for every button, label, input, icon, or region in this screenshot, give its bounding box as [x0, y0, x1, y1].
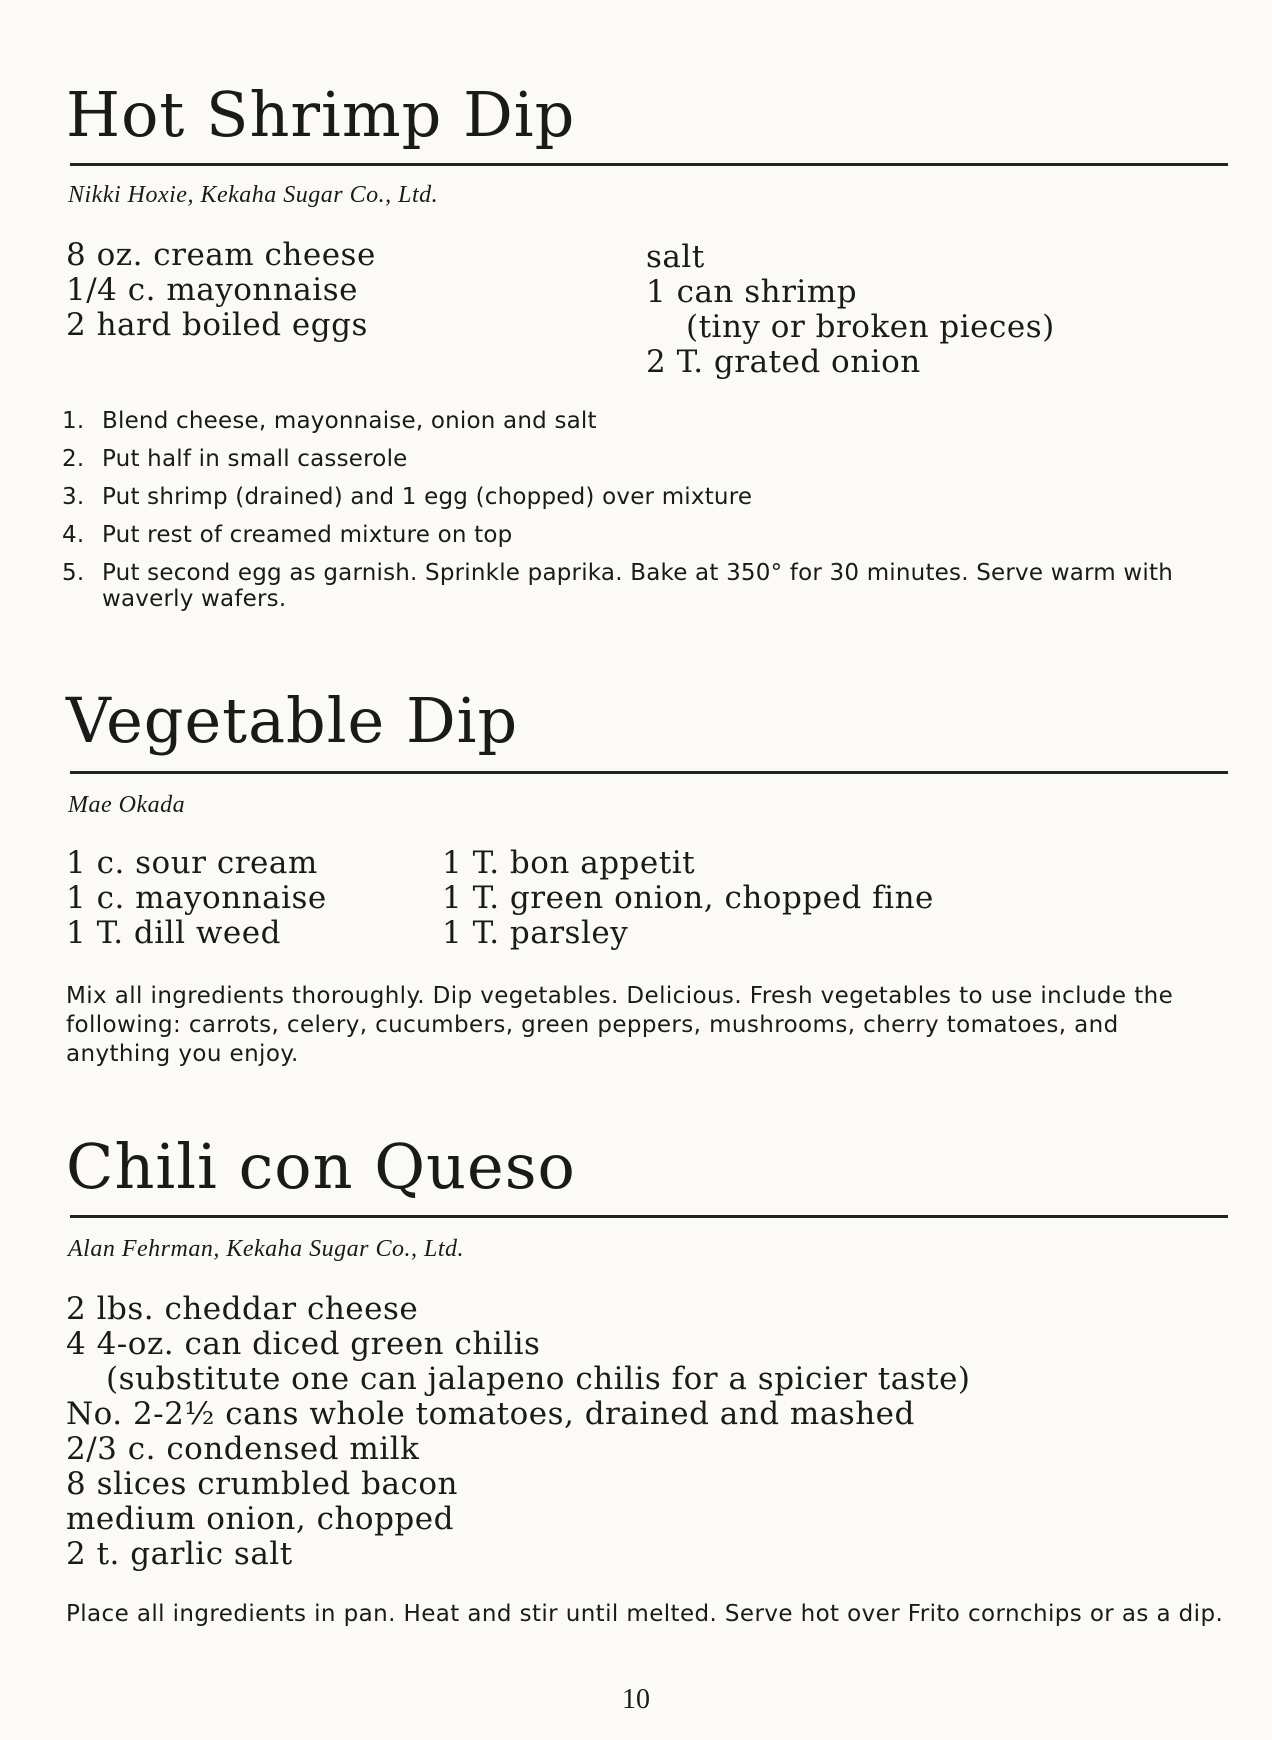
step-item — [62, 446, 1232, 472]
ingredient-item: 1 c. mayonnaise — [66, 880, 327, 916]
recipe-author: Nikki Hoxie, Kekaha Sugar Co., Ltd. — [68, 182, 439, 208]
title-rule — [70, 163, 1228, 166]
step-number: 3. — [62, 484, 85, 510]
recipe-author: Mae Okada — [68, 792, 186, 818]
step-item — [62, 522, 1232, 548]
recipe-author: Alan Fehrman, Kekaha Sugar Co., Ltd. — [68, 1236, 464, 1262]
ingredients-right — [646, 240, 1055, 380]
ingredient-item: salt — [646, 239, 705, 275]
title-rule — [70, 771, 1228, 774]
recipe-title: Vegetable Dip — [66, 684, 519, 757]
recipe-directions: Mix all ingredients thoroughly. Dip vegetables. Delicious. Fresh vegetables to use include the following: carrots, celery, cucumbers, green peppers, mushrooms, cherry tomatoes, and anything you enjoy. — [66, 983, 1174, 1067]
ingredient-item: medium onion, chopped — [66, 1501, 454, 1537]
ingredient-item: 4 4-oz. can diced green chilis — [66, 1326, 541, 1362]
step-text: Put rest of creamed mixture on top — [102, 522, 513, 548]
steps-list — [62, 408, 1232, 624]
step-number: 4. — [62, 522, 85, 548]
ingredients-right — [442, 846, 934, 951]
ingredient-item: 1/4 c. mayonnaise — [66, 272, 358, 308]
step-number: 1. — [62, 408, 85, 434]
ingredient-item: 1 T. parsley — [442, 915, 629, 951]
step-text: Put shrimp (drained) and 1 egg (chopped) over mixture — [102, 484, 753, 510]
ingredients-left — [66, 238, 376, 343]
ingredient-note: (tiny or broken pieces) — [686, 309, 1055, 345]
title-rule — [70, 1215, 1228, 1218]
step-item — [62, 484, 1232, 510]
ingredient-item: 8 oz. cream cheese — [66, 237, 376, 273]
step-item — [62, 560, 1232, 612]
step-number: 5. — [62, 560, 85, 586]
ingredient-note: (substitute one can jalapeno chilis for a spicier taste) — [106, 1361, 971, 1397]
ingredient-item: 8 slices crumbled bacon — [66, 1466, 458, 1502]
ingredient-item: 2 hard boiled eggs — [66, 307, 368, 343]
step-text: Put half in small casserole — [102, 446, 408, 472]
recipe-title: Hot Shrimp Dip — [66, 78, 576, 151]
recipe-title: Chili con Queso — [66, 1130, 576, 1203]
recipe-directions: Place all ingredients in pan. Heat and stir until melted. Serve hot over Frito cornchips or as a dip. — [66, 1601, 1224, 1627]
ingredient-item: No. 2-2½ cans whole tomatoes, drained and mashed — [66, 1396, 915, 1432]
ingredients-list — [66, 1292, 971, 1572]
ingredients-left — [66, 846, 327, 951]
ingredient-item: 1 T. green onion, chopped fine — [442, 880, 934, 916]
ingredient-item: 2 t. garlic salt — [66, 1536, 293, 1572]
step-text: Blend cheese, mayonnaise, onion and salt — [102, 408, 597, 434]
ingredient-item: 1 c. sour cream — [66, 845, 318, 881]
step-item — [62, 408, 1232, 434]
step-text: Put second egg as garnish. Sprinkle paprika. Bake at 350° for 30 minutes. Serve warm with waverly wafers. — [102, 560, 1173, 612]
ingredient-item: 1 can shrimp — [646, 274, 858, 310]
ingredient-item: 1 T. bon appetit — [442, 845, 696, 881]
page-number: 10 — [622, 1684, 650, 1715]
ingredient-item: 2/3 c. condensed milk — [66, 1431, 420, 1467]
ingredient-item: 1 T. dill weed — [66, 915, 281, 951]
ingredient-item: 2 lbs. cheddar cheese — [66, 1291, 419, 1327]
ingredient-item: 2 T. grated onion — [646, 344, 921, 380]
step-number: 2. — [62, 446, 85, 472]
